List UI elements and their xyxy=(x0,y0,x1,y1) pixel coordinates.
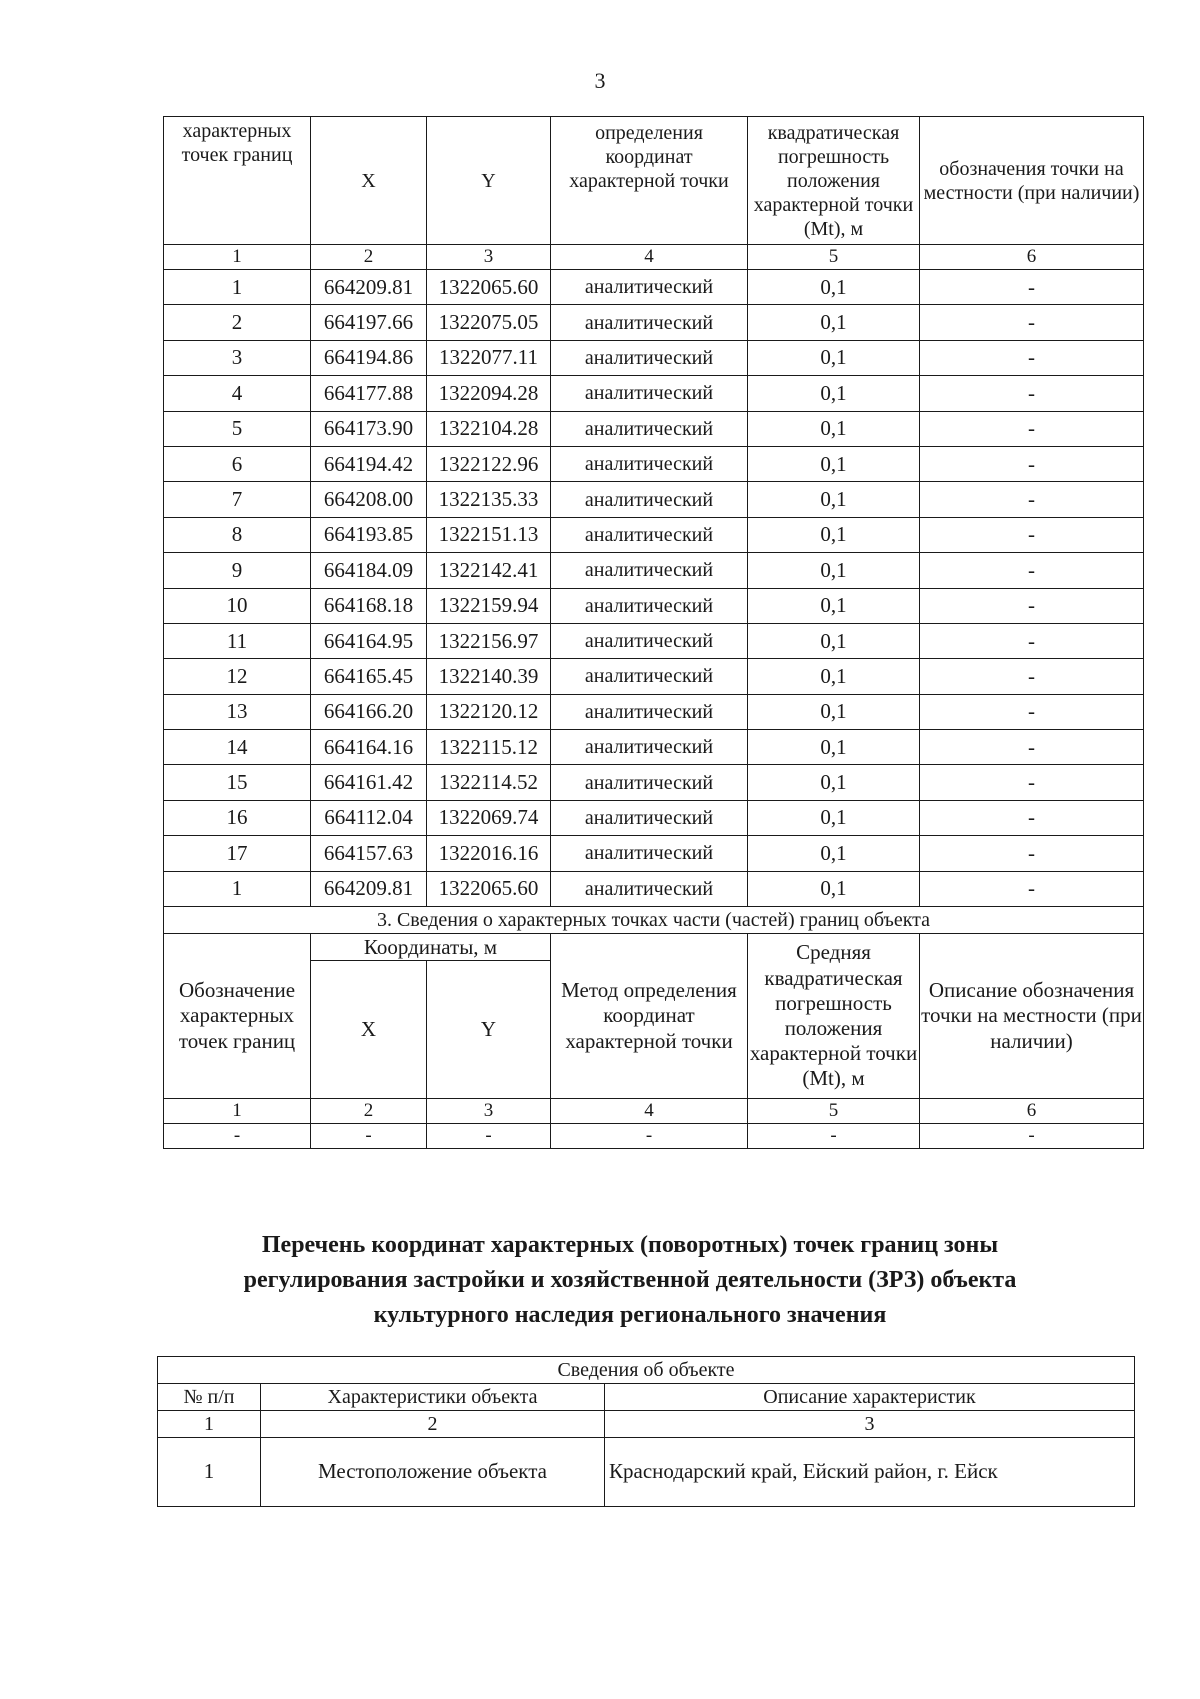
point-description: - xyxy=(920,836,1144,871)
heading-line: Перечень координат характерных (поворотных) точек границ зоны xyxy=(261,1232,999,1258)
table-row xyxy=(164,517,1144,552)
coord-x: 664112.04 xyxy=(311,800,427,835)
column-number: 1 xyxy=(164,1099,311,1124)
coord-y: 1322115.12 xyxy=(427,730,551,765)
header-mt: квадратическая погрешность положения характерной точки (Mt), м xyxy=(748,117,920,245)
column-number: 2 xyxy=(311,1099,427,1124)
column-number: 6 xyxy=(920,245,1144,270)
s3-header-x: X xyxy=(311,961,427,1099)
method: аналитический xyxy=(551,305,748,340)
boundary-points-table xyxy=(163,116,1144,1149)
section-3-header-row xyxy=(164,934,1144,961)
mt-value: 0,1 xyxy=(748,340,920,375)
s3-header-mt: Средняя квадратическая погрешность положения характерной точки (Mt), м xyxy=(748,934,920,1099)
column-number: 1 xyxy=(164,245,311,270)
method: аналитический xyxy=(551,340,748,375)
coord-x: 664165.45 xyxy=(311,659,427,694)
heading-line: культурного наследия регионального значения xyxy=(373,1301,887,1328)
column-number: 6 xyxy=(920,1099,1144,1124)
coord-y: 1322135.33 xyxy=(427,482,551,517)
empty-cell: - xyxy=(311,1124,427,1149)
coord-x: 664164.16 xyxy=(311,730,427,765)
point-number: 10 xyxy=(164,588,311,623)
mt-value: 0,1 xyxy=(748,446,920,481)
point-description: - xyxy=(920,411,1144,446)
empty-cell: - xyxy=(748,1124,920,1149)
coord-x: 664197.66 xyxy=(311,305,427,340)
table-row xyxy=(164,871,1144,906)
coord-x: 664208.00 xyxy=(311,482,427,517)
page-number: 3 xyxy=(594,68,606,93)
method: аналитический xyxy=(551,871,748,906)
column-number: 2 xyxy=(261,1411,605,1438)
method: аналитический xyxy=(551,659,748,694)
coord-y: 1322077.11 xyxy=(427,340,551,375)
point-number: 8 xyxy=(164,517,311,552)
point-number: 6 xyxy=(164,446,311,481)
coord-y: 1322065.60 xyxy=(427,871,551,906)
coord-x: 664193.85 xyxy=(311,517,427,552)
point-description: - xyxy=(920,482,1144,517)
coord-y: 1322159.94 xyxy=(427,588,551,623)
table-row xyxy=(164,411,1144,446)
s3-header-point-designation: Обозначение характерных точек границ xyxy=(164,934,311,1099)
point-description: - xyxy=(920,446,1144,481)
s3-empty-row xyxy=(164,1124,1144,1149)
method: аналитический xyxy=(551,623,748,658)
column-number: 5 xyxy=(748,1099,920,1124)
section-3-title-row xyxy=(164,907,1144,934)
mt-value: 0,1 xyxy=(748,730,920,765)
coord-x: 664173.90 xyxy=(311,411,427,446)
method: аналитический xyxy=(551,836,748,871)
point-description: - xyxy=(920,800,1144,835)
empty-cell: - xyxy=(551,1124,748,1149)
point-number: 3 xyxy=(164,340,311,375)
coord-y: 1322114.52 xyxy=(427,765,551,800)
s3-header-coords: Координаты, м xyxy=(311,934,551,961)
empty-cell: - xyxy=(164,1124,311,1149)
column-number: 4 xyxy=(551,245,748,270)
coord-x: 664209.81 xyxy=(311,871,427,906)
s3-header-y: Y xyxy=(427,961,551,1099)
column-number: 1 xyxy=(158,1411,261,1438)
mt-value: 0,1 xyxy=(748,517,920,552)
mt-value: 0,1 xyxy=(748,305,920,340)
coord-y: 1322120.12 xyxy=(427,694,551,729)
coord-x: 664184.09 xyxy=(311,553,427,588)
mt-value: 0,1 xyxy=(748,659,920,694)
coord-y: 1322156.97 xyxy=(427,623,551,658)
point-description: - xyxy=(920,871,1144,906)
point-number: 12 xyxy=(164,659,311,694)
point-number: 4 xyxy=(164,376,311,411)
object-info-title: Сведения об объекте xyxy=(158,1357,1135,1384)
coord-y: 1322142.41 xyxy=(427,553,551,588)
header-point-designation: характерных точек границ xyxy=(164,117,311,245)
table-row xyxy=(164,270,1144,305)
coord-x: 664177.88 xyxy=(311,376,427,411)
header-number: № п/п xyxy=(158,1384,261,1411)
heading-line: регулирования застройки и хозяйственной деятельности (ЗРЗ) объекта xyxy=(243,1266,1017,1293)
table-row xyxy=(164,482,1144,517)
mt-value: 0,1 xyxy=(748,871,920,906)
point-description: - xyxy=(920,270,1144,305)
point-number: 2 xyxy=(164,305,311,340)
empty-cell: - xyxy=(920,1124,1144,1149)
header-characteristic: Характеристики объекта xyxy=(261,1384,605,1411)
mt-value: 0,1 xyxy=(748,588,920,623)
column-numbers-row xyxy=(164,245,1144,270)
point-description: - xyxy=(920,340,1144,375)
table-row xyxy=(164,765,1144,800)
point-number: 14 xyxy=(164,730,311,765)
point-number: 9 xyxy=(164,553,311,588)
table-row xyxy=(164,623,1144,658)
mt-value: 0,1 xyxy=(748,376,920,411)
method: аналитический xyxy=(551,588,748,623)
coord-x: 664194.42 xyxy=(311,446,427,481)
coord-y: 1322016.16 xyxy=(427,836,551,871)
row-characteristic: Местоположение объекта xyxy=(261,1438,605,1507)
coord-x: 664161.42 xyxy=(311,765,427,800)
column-number: 5 xyxy=(748,245,920,270)
mt-value: 0,1 xyxy=(748,411,920,446)
mt-value: 0,1 xyxy=(748,553,920,588)
mt-value: 0,1 xyxy=(748,800,920,835)
table-row xyxy=(164,446,1144,481)
table-row xyxy=(164,800,1144,835)
method: аналитический xyxy=(551,765,748,800)
point-description: - xyxy=(920,553,1144,588)
point-number: 1 xyxy=(164,270,311,305)
point-number: 7 xyxy=(164,482,311,517)
coord-y: 1322151.13 xyxy=(427,517,551,552)
coord-x: 664209.81 xyxy=(311,270,427,305)
coord-y: 1322094.28 xyxy=(427,376,551,411)
point-number: 16 xyxy=(164,800,311,835)
empty-cell: - xyxy=(427,1124,551,1149)
coord-x: 664164.95 xyxy=(311,623,427,658)
point-number: 15 xyxy=(164,765,311,800)
object-info-table xyxy=(157,1356,1135,1507)
coord-x: 664168.18 xyxy=(311,588,427,623)
method: аналитический xyxy=(551,411,748,446)
coord-x: 664194.86 xyxy=(311,340,427,375)
table-row xyxy=(164,659,1144,694)
coord-y: 1322122.96 xyxy=(427,446,551,481)
point-description: - xyxy=(920,694,1144,729)
method: аналитический xyxy=(551,694,748,729)
header-description: Описание характеристик xyxy=(605,1384,1135,1411)
mt-value: 0,1 xyxy=(748,694,920,729)
method: аналитический xyxy=(551,446,748,481)
coord-y: 1322075.05 xyxy=(427,305,551,340)
row-number: 1 xyxy=(158,1438,261,1507)
point-number: 13 xyxy=(164,694,311,729)
method: аналитический xyxy=(551,482,748,517)
method: аналитический xyxy=(551,553,748,588)
column-number: 3 xyxy=(427,1099,551,1124)
table-row xyxy=(164,588,1144,623)
s3-header-description: Описание обозначения точки на местности (при наличии) xyxy=(920,934,1144,1099)
mt-value: 0,1 xyxy=(748,765,920,800)
section-3-title: 3. Сведения о характерных точках части (частей) границ объекта xyxy=(164,907,1144,934)
table-row xyxy=(164,694,1144,729)
coord-y: 1322140.39 xyxy=(427,659,551,694)
method: аналитический xyxy=(551,376,748,411)
point-description: - xyxy=(920,588,1144,623)
mt-value: 0,1 xyxy=(748,482,920,517)
header-method: определения координат характерной точки xyxy=(551,117,748,245)
method: аналитический xyxy=(551,730,748,765)
point-description: - xyxy=(920,730,1144,765)
mt-value: 0,1 xyxy=(748,270,920,305)
point-number: 11 xyxy=(164,623,311,658)
point-number: 5 xyxy=(164,411,311,446)
column-number: 4 xyxy=(551,1099,748,1124)
row-location-value: Краснодарский край, Ейский район, г. Ейск xyxy=(605,1438,1135,1507)
coord-x: 664157.63 xyxy=(311,836,427,871)
column-number: 3 xyxy=(605,1411,1135,1438)
method: аналитический xyxy=(551,517,748,552)
method: аналитический xyxy=(551,800,748,835)
point-description: - xyxy=(920,376,1144,411)
coord-y: 1322104.28 xyxy=(427,411,551,446)
table-row xyxy=(164,836,1144,871)
section-heading xyxy=(150,1228,1110,1332)
point-description: - xyxy=(920,765,1144,800)
coord-x: 664166.20 xyxy=(311,694,427,729)
mt-value: 0,1 xyxy=(748,623,920,658)
point-number: 1 xyxy=(164,871,311,906)
header-y: Y xyxy=(427,117,551,245)
table-row xyxy=(164,553,1144,588)
point-description: - xyxy=(920,659,1144,694)
point-description: - xyxy=(920,305,1144,340)
column-number: 2 xyxy=(311,245,427,270)
table-row xyxy=(164,730,1144,765)
s3-header-method: Метод определения координат характерной точки xyxy=(551,934,748,1099)
point-number: 17 xyxy=(164,836,311,871)
table-row xyxy=(164,340,1144,375)
s3-column-numbers-row xyxy=(164,1099,1144,1124)
header-description: обозначения точки на местности (при наличии) xyxy=(920,117,1144,245)
mt-value: 0,1 xyxy=(748,836,920,871)
table-row xyxy=(164,305,1144,340)
method: аналитический xyxy=(551,270,748,305)
table-row xyxy=(164,376,1144,411)
coord-y: 1322069.74 xyxy=(427,800,551,835)
column-number: 3 xyxy=(427,245,551,270)
header-x: X xyxy=(311,117,427,245)
point-description: - xyxy=(920,623,1144,658)
coord-y: 1322065.60 xyxy=(427,270,551,305)
point-description: - xyxy=(920,517,1144,552)
